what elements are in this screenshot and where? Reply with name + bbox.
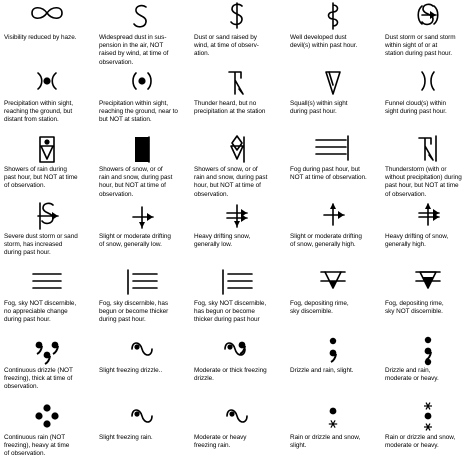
symbol-caption: Dust or sand raised by wind, at time of observ- ation.: [194, 34, 259, 58]
symbol-caption: Slight freezing drizzle..: [99, 367, 163, 374]
symbol-cell: [286, 335, 380, 401]
heavy-freezing-rain-icon: [190, 402, 284, 434]
drizzle-rain-heavy-icon: [381, 335, 475, 367]
heavy-rain-icon: [0, 402, 94, 434]
rain-snow-icon: [286, 402, 380, 434]
symbol-cell: [0, 201, 94, 267]
symbol-cell: [381, 134, 475, 200]
symbol-caption: Fog during past hour, but NOT at time of observation.: [290, 166, 367, 182]
haze-infinity-icon: [0, 2, 94, 34]
drizzle-rain-icon: [286, 335, 380, 367]
symbol-caption: Funnel cloud(s) within sight during past hour.: [385, 100, 447, 116]
symbol-caption: Widespread dust in sus- pension in the air, NOT raised by wind, at time of observation.: [99, 34, 169, 66]
symbol-caption: Severe dust storm or sand storm, has increased during past hour.: [4, 233, 78, 257]
symbol-caption: Showers of rain during past hour, but NOT at time of observation.: [4, 166, 78, 190]
hail-shower-past-icon: [190, 134, 284, 166]
heavy-freezing-drizzle-icon: [190, 335, 284, 367]
duststorm-sight-icon: [381, 2, 475, 34]
symbol-cell: [95, 2, 189, 68]
precip-near-icon: [95, 68, 189, 100]
symbol-caption: Squall(s) within sight during past hour.: [290, 100, 348, 116]
symbol-cell: [95, 68, 189, 134]
symbol-caption: Well developed dust devil(s) within past hour.: [290, 34, 358, 50]
dust-raised-icon: [190, 2, 284, 34]
fog-begun-icon: [95, 268, 189, 300]
fog-rime-sky-icon: [381, 268, 475, 300]
symbol-caption: Heavy drifting snow, generally low.: [194, 233, 251, 249]
symbol-caption: Rain or drizzle and snow, slight.: [290, 434, 361, 450]
heavy-drifting-low-icon: [190, 201, 284, 233]
symbol-cell: [0, 134, 94, 200]
symbol-caption: Rain or drizzle and snow, moderate or heavy.: [385, 434, 456, 450]
dust-s-icon: [95, 2, 189, 34]
symbol-caption: Drizzle and rain, slight.: [290, 367, 354, 374]
symbol-caption: Showers of snow, or of rain and snow, during past hour, but NOT at time of observation.: [194, 166, 268, 198]
symbol-cell: [95, 402, 189, 468]
symbol-cell: [0, 68, 94, 134]
symbol-cell: [0, 2, 94, 68]
symbol-caption: Continuous rain (NOT freezing), heavy at time of observation.: [4, 434, 70, 458]
symbol-cell: [0, 402, 94, 468]
fog-begun-sky-icon: [190, 268, 284, 300]
symbol-caption: Dust storm or sand storm within sight of or at station during past hour.: [385, 34, 456, 58]
symbol-cell: [286, 68, 380, 134]
snow-shower-past-icon: [95, 134, 189, 166]
symbol-cell: [381, 335, 475, 401]
symbol-caption: Fog, sky NOT discernible, no appreciable change during past hour.: [4, 300, 77, 324]
freezing-rain-icon: [95, 402, 189, 434]
fog-rime-icon: [286, 268, 380, 300]
symbol-cell: [381, 68, 475, 134]
symbol-cell: [286, 2, 380, 68]
heavy-drifting-high-icon: [381, 201, 475, 233]
drifting-snow-high-icon: [286, 201, 380, 233]
symbol-caption: Thunderstorm (with or without precipitation) during past hour, but NOT at time of observation.: [385, 166, 462, 198]
rain-snow-heavy-icon: [381, 402, 475, 434]
dust-devil-icon: [286, 2, 380, 34]
symbol-cell: [381, 402, 475, 468]
symbol-caption: Slight or moderate drifting of snow, generally high.: [290, 233, 362, 249]
funnel-cloud-icon: [381, 68, 475, 100]
symbol-caption: Fog, depositing rime, sky discernible.: [290, 300, 349, 316]
symbol-cell: [0, 268, 94, 334]
symbol-cell: [95, 201, 189, 267]
symbol-cell: [95, 134, 189, 200]
precip-distant-icon: [0, 68, 94, 100]
symbol-cell: [190, 2, 284, 68]
symbol-cell: [190, 134, 284, 200]
symbol-caption: Visibility reduced by haze.: [4, 34, 77, 41]
severe-duststorm-icon: [0, 201, 94, 233]
freezing-drizzle-icon: [95, 335, 189, 367]
fog-past-icon: [286, 134, 380, 166]
symbol-caption: Fog, sky discernible, has begun or become thicker during past hour.: [99, 300, 169, 324]
symbol-caption: Fog, depositing rime, sky NOT discernible.: [385, 300, 444, 316]
symbol-cell: [286, 268, 380, 334]
drifting-snow-low-icon: [95, 201, 189, 233]
thunderstorm-past-icon: [381, 134, 475, 166]
symbol-caption: Continuous drizzle (NOT freezing), thick at time of observation.: [4, 367, 73, 391]
symbol-caption: Moderate or thick freezing drizzle.: [194, 367, 267, 383]
symbol-caption: Slight freezing rain.: [99, 434, 153, 441]
symbol-cell: [381, 268, 475, 334]
symbol-cell: [0, 335, 94, 401]
symbol-cell: [286, 134, 380, 200]
symbol-caption: Precipitation within sight, reaching the ground, but distant from station.: [4, 100, 73, 124]
symbol-cell: [190, 268, 284, 334]
squall-icon: [286, 68, 380, 100]
symbol-caption: Slight or moderate drifting of snow, generally low.: [99, 233, 171, 249]
fog-no-change-icon: [0, 268, 94, 300]
symbol-caption: Thunder heard, but no precipitation at the station: [194, 100, 266, 116]
symbol-cell: [190, 335, 284, 401]
symbol-cell: [95, 335, 189, 401]
symbol-cell: [190, 201, 284, 267]
symbol-caption: Showers of snow, or of rain and snow, during past hour, but NOT at time of observation.: [99, 166, 173, 198]
symbol-cell: [381, 201, 475, 267]
symbol-cell: [190, 68, 284, 134]
symbol-caption: Drizzle and rain, moderate or heavy.: [385, 367, 439, 383]
rain-shower-past-icon: [0, 134, 94, 166]
symbol-cell: [190, 402, 284, 468]
symbol-caption: Fog, sky NOT discernible, has begun or become thicker during past hour: [194, 300, 267, 324]
symbol-cell: [95, 268, 189, 334]
symbol-caption: Heavy drifting of snow, generally high.: [385, 233, 449, 249]
symbol-cell: [286, 402, 380, 468]
symbol-cell: [286, 201, 380, 267]
symbol-caption: Precipitation within sight, reaching the ground, near to but NOT at station.: [99, 100, 178, 124]
thunder-heard-icon: [190, 68, 284, 100]
symbol-cell: [381, 2, 475, 68]
symbol-caption: Moderate or heavy freezing rain.: [194, 434, 247, 450]
drizzle-thick-icon: [0, 335, 94, 367]
